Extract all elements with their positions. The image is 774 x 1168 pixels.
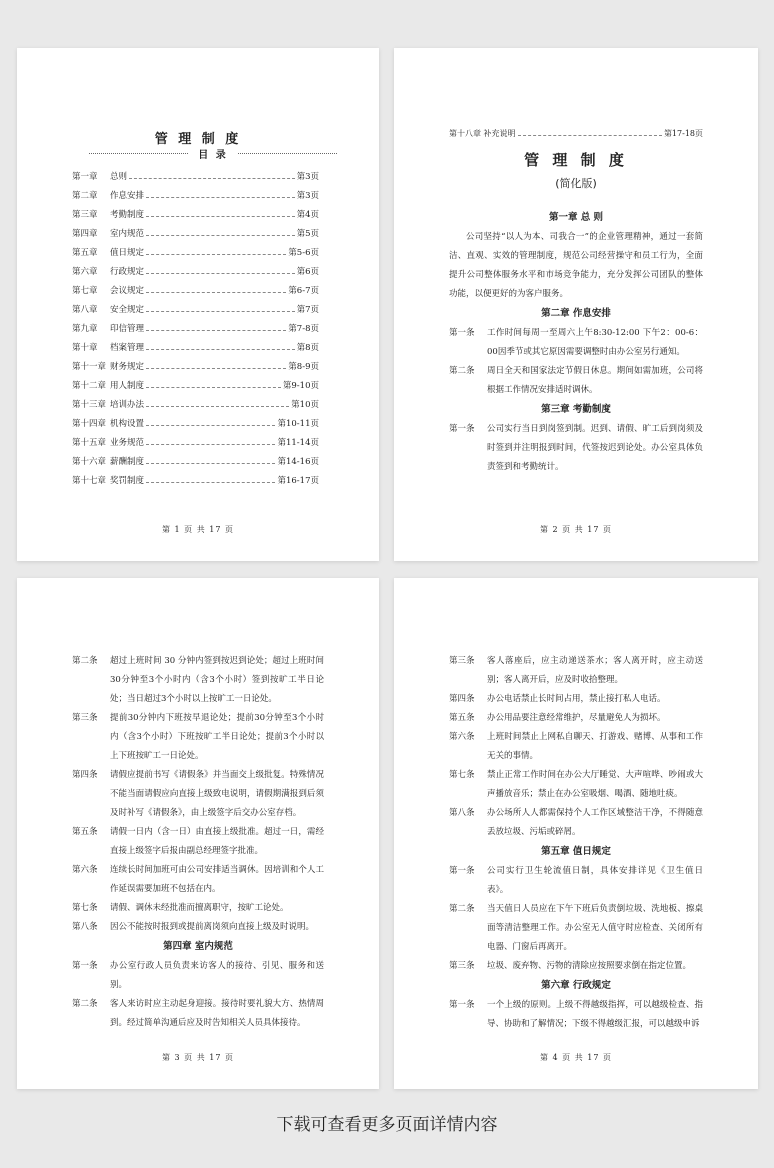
toc-row[interactable] [72,372,319,391]
page-title: 管 理 制 度 [154,132,242,147]
toc-row[interactable] [72,353,319,372]
article-text: 工作时间每周一至周六上午8:30-12:00 下午2：00-6：00因季节或其它原因需要调整时由办公室另行通知。 [487,328,703,357]
toc-label: 目 录 [198,150,228,161]
toc-title: 考勤制度 [110,210,145,220]
toc-page: 第10页 [291,400,319,410]
article-text: 请假应提前书写《请假条》并当面交上级批复。特殊情况不能当面请假应向直接上级致电说明，请假期满报到后须及时补写《请假条》，由上级签字后交办公室存档。 [110,770,324,818]
document-title: 管 理 制 度 [524,151,628,169]
toc-chapter: 第五章 [72,248,98,258]
toc-page: 第10-11页 [277,419,319,429]
toc-row[interactable] [72,448,319,467]
toc-title: 薪酬制度 [110,457,145,467]
article-text: 请假、调休未经批准而擅离职守，按旷工论处。 [110,903,289,913]
toc-chapter: 第十六章 [72,457,107,467]
toc-chapter: 第十五章 [72,438,107,448]
article-number: 第一条 [449,424,475,434]
toc-title: 财务规定 [110,362,145,372]
toc-page: 第17-18页 [663,129,703,138]
article-text: 当天值日人员应在下午下班后负责倒垃圾、洗地板、擦桌面等清洁整理工作。办公室无人值守时应检查、关闭所有电器、门窗后再离开。 [487,904,703,952]
toc-row[interactable] [72,182,319,201]
article-text: 连续长时间加班可由公司安排适当调休。因培训和个人工作延误需要加班不包括在内。 [110,865,324,894]
toc-chapter: 第四章 [72,229,98,239]
toc-row[interactable] [72,201,319,220]
toc-title: 室内规范 [110,229,145,239]
toc-chapter: 第十七章 [72,476,107,486]
article-number: 第二条 [449,366,475,376]
article-number: 第一条 [449,328,475,338]
article-text: 超过上班时间 30 分钟内签到按迟到论处；超过上班时间30分钟至3个小时内（含3个小时）签到按旷工半日论处；当日超过3个小时以上按旷工一日论处。 [110,656,324,704]
page-body [449,208,703,477]
article [72,861,324,899]
article-number: 第二条 [72,999,98,1009]
toc-page: 第5页 [296,229,319,239]
article-number: 第七条 [449,770,475,780]
article-text: 上班时间禁止上网私自聊天、打游戏、赌博、从事和工作无关的事情。 [487,732,703,761]
article-text: 一个上级的原则。上级不得越级指挥，可以越级检查、指导、协助和了解情况；下级不得越级汇报，可以越级申诉 [487,1000,703,1029]
article-number: 第一条 [449,1000,475,1010]
page-body [449,652,703,1034]
toc-row[interactable] [72,315,319,334]
article-text: 办公电话禁止长时间占用，禁止接打私人电话。 [487,694,666,704]
toc-page: 第5-6页 [288,248,319,258]
toc-chapter: 第十一章 [72,362,107,372]
article [449,728,703,766]
chapter-heading: 第一章 总 则 [548,212,604,223]
article-number: 第六条 [449,732,475,742]
article-number: 第四条 [72,770,98,780]
toc-title: 档案管理 [110,343,145,353]
toc-page: 第16-17页 [277,476,319,486]
article [449,652,703,690]
toc-row[interactable] [72,239,319,258]
page-footer: 第 3 页 共 17 页 [162,1053,234,1062]
toc-row[interactable] [72,467,319,486]
table-of-contents [72,163,319,486]
article [72,918,324,937]
toc-row[interactable] [72,296,319,315]
article [72,709,324,766]
download-more-note[interactable]: 下载可查看更多页面详情内容 [276,1115,498,1135]
toc-row[interactable] [72,220,319,239]
article [449,957,703,976]
toc-row[interactable] [72,391,319,410]
toc-chapter: 第一章 [72,172,98,182]
toc-title: 机构设置 [110,419,145,429]
article [449,420,703,477]
toc-chapter: 第十二章 [72,381,107,391]
document-page-4 [394,578,758,1089]
toc-title: 会议规定 [110,286,145,296]
article-text: 办公用品要注意经常维护，尽量避免人为损坏。 [487,713,666,723]
article-text: 办公场所人人都需保持个人工作区域整洁干净，不得随意丢放垃圾、污垢或碎屑。 [487,808,703,837]
chapter-heading: 第四章 室内规范 [163,941,233,952]
toc-title: 培训办法 [110,400,145,410]
toc-chapter: 第九章 [72,324,98,334]
article [449,862,703,900]
toc-chapter: 第二章 [72,191,98,201]
article-number: 第八条 [72,922,98,932]
article-number: 第二条 [72,656,98,666]
toc-chapter: 第十三章 [72,400,107,410]
article-number: 第一条 [72,961,98,971]
toc-title: 值日规定 [110,248,145,258]
toc-title: 印信管理 [110,324,145,334]
page-body [72,652,324,1033]
toc-header [89,146,337,161]
toc-row[interactable] [72,277,319,296]
article-text: 办公室行政人员负责来访客人的接待、引见、服务和送别。 [110,961,324,990]
toc-page: 第14-16页 [277,457,319,467]
toc-row[interactable] [72,429,319,448]
toc-row[interactable] [72,410,319,429]
toc-page: 第6页 [296,267,319,277]
article-number: 第三条 [449,961,475,971]
toc-title: 行政规定 [110,267,145,277]
toc-chapter: 第十四章 [72,419,107,429]
toc-row[interactable] [72,258,319,277]
article-number: 第一条 [449,866,475,876]
article [449,996,703,1034]
toc-page: 第3页 [296,172,319,182]
document-subtitle: (简化版) [555,177,597,190]
article [449,766,703,804]
article-text: 客人落座后，应主动递送茶水；客人离开时，应主动送别；客人离开后，应及时收拾整理。 [487,656,703,685]
document-page-1 [17,48,379,561]
chapter-heading: 第五章 值日规定 [541,846,611,857]
article [449,324,703,362]
toc-page: 第8-9页 [288,362,319,372]
page-footer: 第 4 页 共 17 页 [540,1053,612,1062]
toc-title: 奖罚制度 [110,476,145,486]
article [72,899,324,918]
chapter-heading: 第三章 考勤制度 [541,404,611,415]
page-footer: 第 1 页 共 17 页 [162,525,234,534]
article-number: 第三条 [72,713,98,723]
toc-title: 总则 [110,172,128,182]
article [72,995,324,1033]
article [72,652,324,709]
article-text: 周日全天和国家法定节假日休息。期间如需加班，公司将根据工作情况安排适时调休。 [487,366,703,395]
toc-chapter: 第三章 [72,210,98,220]
article-number: 第七条 [72,903,98,913]
toc-chapter: 第七章 [72,286,98,296]
toc-row[interactable] [72,334,319,353]
article-number: 第六条 [72,865,98,875]
page-footer: 第 2 页 共 17 页 [540,525,612,534]
toc-page: 第7页 [296,305,319,315]
toc-chapter: 第十八章 补充说明 [449,129,516,138]
toc-page: 第8页 [296,343,319,353]
toc-page: 第11-14页 [277,438,319,448]
toc-chapter: 第六章 [72,267,98,277]
toc-page: 第6-7页 [288,286,319,296]
article [449,362,703,400]
toc-title: 用人制度 [110,381,145,391]
paragraph: 公司坚持“以人为本、司我合一”的企业管理精神，通过一套简洁、直观、实效的管理制度，规范公司经营操守和员工行为，全面提升公司整体服务水平和市场竞争能力，充分发挥公司团队的整体功能，以便更好的为客户服务。 [449,232,703,299]
chapter-heading: 第六章 行政规定 [541,980,611,991]
toc-row-supplement[interactable] [449,128,703,139]
article-number: 第五条 [449,713,475,723]
article [72,766,324,823]
toc-title: 作息安排 [110,191,145,201]
toc-title: 业务规范 [110,438,145,448]
toc-page: 第7-8页 [288,324,319,334]
toc-page: 第3页 [296,191,319,201]
article-number: 第二条 [449,904,475,914]
toc-chapter: 第八章 [72,305,98,315]
article [449,690,703,709]
article-text: 客人来访时应主动起身迎接。接待时要礼貌大方、热情周到。经过简单沟通后应及时告知相关人员具体接待。 [110,999,324,1028]
article-number: 第四条 [449,694,475,704]
article [449,804,703,842]
article-text: 提前30分钟内下班按早退论处；提前30分钟至3个小时内（含3个小时）下班按旷工半日论处；提前3个小时以上下班按旷工一日论处。 [110,713,324,761]
toc-chapter: 第十章 [72,343,98,353]
article-number: 第五条 [72,827,98,837]
article [72,957,324,995]
article [72,823,324,861]
article [449,900,703,957]
article-number: 第三条 [449,656,475,666]
article-text: 公司实行当日到岗签到制。迟到、请假、旷工后到岗须及时签到并注明报到时间，代签按迟到论处。办公室具体负责签到和考勤统计。 [487,424,703,472]
toc-page: 第9-10页 [282,381,319,391]
toc-title: 安全规定 [110,305,145,315]
toc-row[interactable] [72,163,319,182]
document-page-2 [394,48,758,561]
article-text: 公司实行卫生轮流值日制，具体安排详见《卫生值日表》。 [487,866,703,895]
article-text: 禁止正常工作时间在办公大厅睡觉、大声喧哗、吵闹或大声播放音乐；禁止在办公室吸烟、喝酒、随地吐痰。 [487,770,703,799]
article-number: 第八条 [449,808,475,818]
chapter-heading: 第二章 作息安排 [541,308,611,319]
article [449,709,703,728]
toc-page: 第4页 [296,210,319,220]
article-text: 因公不能按时报到或提前离岗须向直接上级及时说明。 [110,922,315,932]
article-text: 请假一日内（含一日）由直接上级批准。超过一日，需经直接上级签字后报由副总经理签字批准。 [110,827,324,856]
article-text: 垃圾、废弃物、污物的清除应按照要求倒在指定位置。 [487,961,692,971]
document-page-3 [17,578,379,1089]
